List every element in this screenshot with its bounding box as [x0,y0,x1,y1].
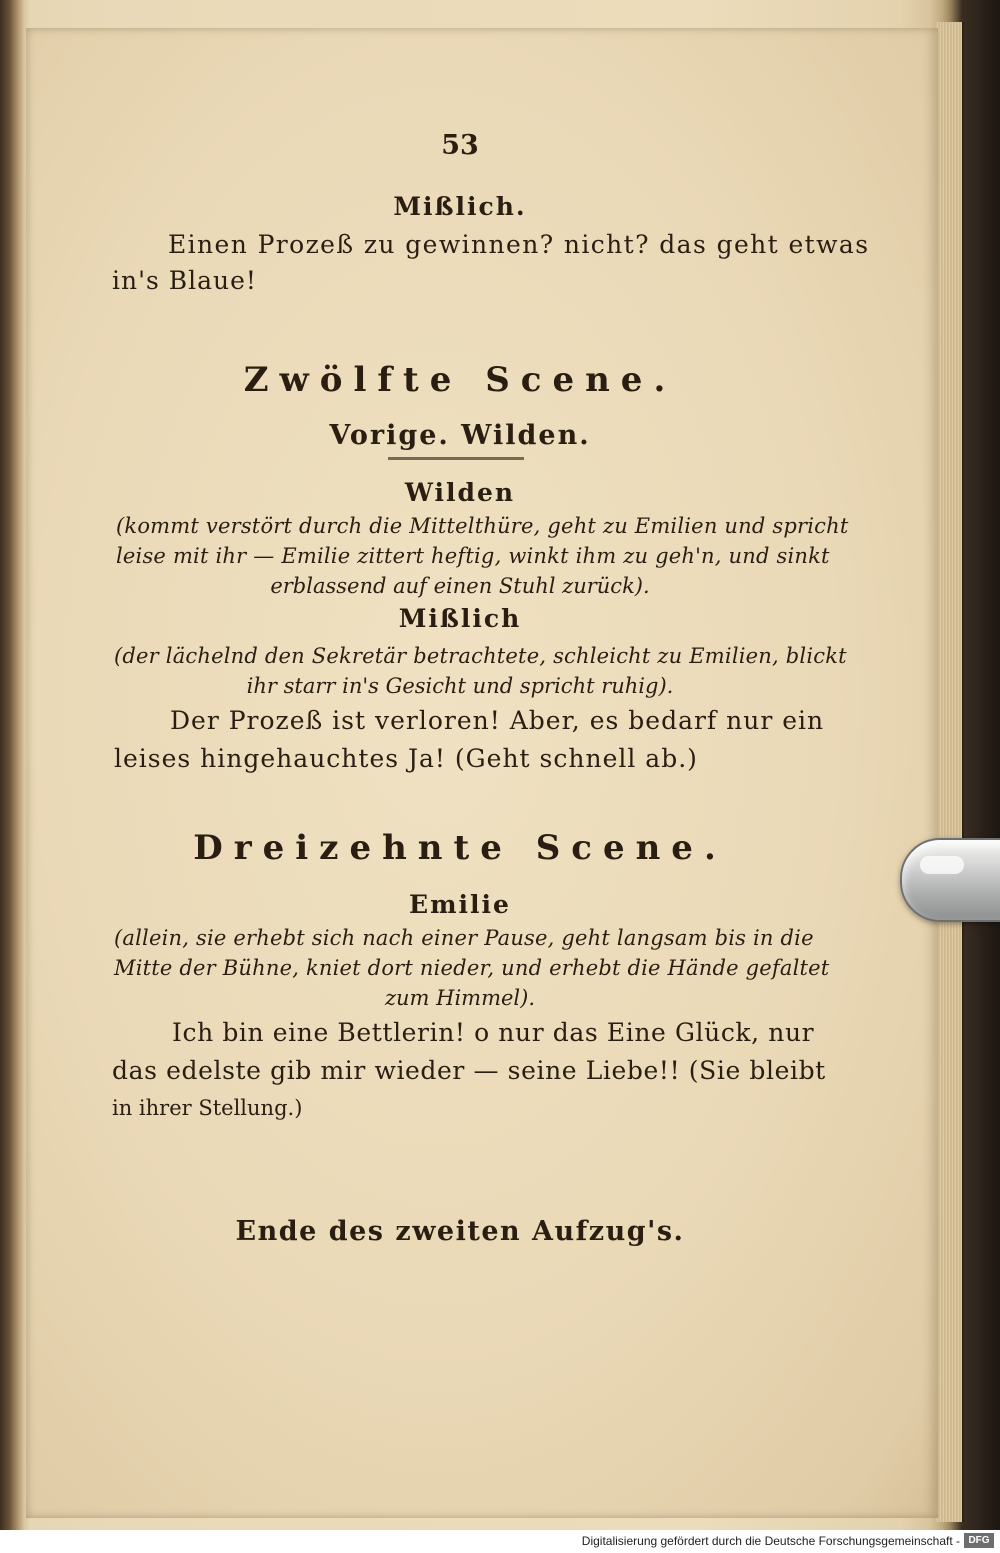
page-stack-edge [936,22,964,1522]
dialogue-line: leises hingehauchtes Ja! (Geht schnell ab.) [114,744,698,773]
dialogue-line: Einen Prozeß zu gewinnen? nicht? das geht etwas [168,230,870,259]
stage-direction: zum Himmel). [384,986,536,1010]
speaker-wilden: Wilden [404,478,516,507]
speaker-misslich-2: Mißlich [398,604,522,633]
page-number: 53 [441,130,479,161]
dfg-logo: DFG [964,1533,994,1548]
stage-direction: (allein, sie erhebt sich nach einer Pause, geht langsam bis in die [114,926,814,950]
scene-cast: Vorige. Wilden. [329,420,591,451]
scene-title-13: Dreizehnte Scene. [193,828,727,868]
dialogue-line: das edelste gib mir wieder — seine Liebe!! (Sie bleibt [112,1056,826,1085]
stage-direction: leise mit ihr — Emilie zittert heftig, winkt ihm zu geh'n, und sinkt [116,544,830,568]
scene-title-12: Zwölfte Scene. [243,360,677,400]
speaker-misslich-1: Mißlich. [393,192,527,221]
dialogue-line: Ich bin eine Bettlerin! o nur das Eine Glück, nur [172,1018,815,1047]
stage-direction: ihr starr in's Gesicht und spricht ruhig). [246,674,674,698]
page-clip [900,838,1000,922]
stage-direction: in ihrer Stellung.) [112,1096,303,1120]
dialogue-line: Der Prozeß ist verloren! Aber, es bedarf nur ein [170,706,825,735]
facing-page-edge [0,0,24,1530]
footer-bar [0,1530,1000,1553]
speaker-emilie: Emilie [409,890,511,919]
stage-direction: Mitte der Bühne, kniet dort nieder, und erhebt die Hände gefaltet [114,956,830,980]
dialogue-line: in's Blaue! [112,266,257,295]
act-end: Ende des zweiten Aufzug's. [235,1216,685,1247]
stage-direction: (kommt verstört durch die Mittelthüre, geht zu Emilien und spricht [116,514,849,538]
stage-direction: erblassend auf einen Stuhl zurück). [270,574,650,598]
divider-rule [388,457,524,460]
stage-direction: (der lächelnd den Sekretär betrachtete, schleicht zu Emilien, blickt [114,644,847,668]
footer-credit: Digitalisierung gefördert durch die Deutsche Forschungsgemeinschaft - [581,1534,960,1548]
